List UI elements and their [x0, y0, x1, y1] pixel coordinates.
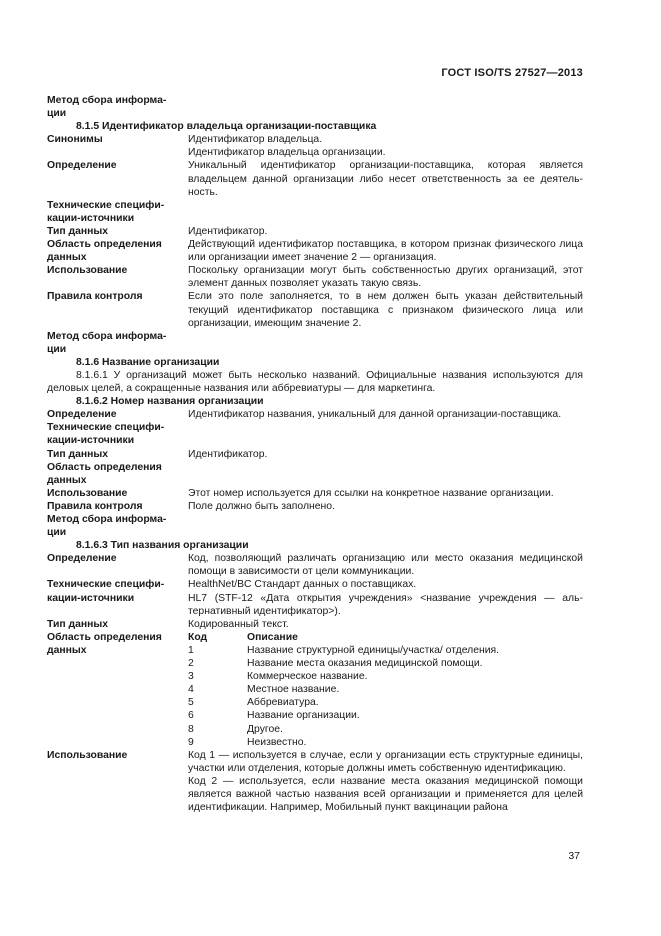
field-row — [47, 408, 583, 421]
code-value: 3 — [188, 671, 194, 683]
code-description: Местное название. — [247, 684, 340, 696]
field-value — [188, 264, 583, 290]
code-description: Название места оказания медицинской помощи. — [247, 658, 483, 670]
field-label: Тип данных — [47, 618, 109, 630]
field-value — [188, 749, 583, 814]
code-row — [188, 670, 583, 683]
page-number: 37 — [568, 850, 580, 862]
field-value-line: Действующий идентификатор поставщика, в котором признак физического лица или организации имеет значение 2 — организация. — [188, 239, 583, 264]
field-value-line: Идентификатор владельца организации. — [188, 147, 386, 159]
field-label: Использование — [47, 749, 128, 761]
field-label: Технические специфи- кации-источники — [47, 422, 165, 447]
section-heading: 8.1.5 Идентификатор владельца организации-поставщика — [76, 121, 377, 133]
code-value: 6 — [188, 710, 194, 722]
field-value-line: Код, позволяющий различать организацию или место оказания медицинской помощи в зависимости от цели коммуникации. — [188, 553, 583, 578]
field-label: Технические специфи- кации-источники — [47, 199, 165, 224]
field-value-line: Если это поле заполняется, то в нем должен быть указан действительный текущий идентификатор поставщика с признаком физического лица или организации, имеющим значение 2. — [188, 291, 583, 329]
field-value — [188, 238, 583, 264]
field-row — [47, 238, 583, 264]
code-row — [188, 657, 583, 670]
field-row — [47, 421, 583, 447]
field-value — [188, 461, 583, 487]
running-header: ГОСТ ISO/TS 27527—2013 — [441, 67, 583, 79]
field-value-line: Код 2 — используется, если название места оказания медицинской помощи является важной частью названия всей организации и применяется для целей идентификации. Например, Мобильный пункт вакцинации района — [188, 775, 583, 814]
field-value-line: Идентификатор. — [188, 448, 268, 460]
field-label: Метод сбора информа- ции — [47, 330, 167, 355]
field-label: Область определения данных — [47, 239, 162, 264]
field-label: Метод сбора информа- ции — [47, 514, 167, 539]
field-value — [188, 133, 583, 159]
description-column-header: Описание — [247, 631, 298, 643]
field-label: Правила контроля — [47, 291, 143, 303]
field-value — [188, 487, 583, 500]
field-value — [188, 552, 583, 578]
field-value-line: HL7 (STF-12 «Дата открытия учреждения» <название учреждения — альтернативный идентификатор>). — [188, 592, 583, 617]
field-label: Правила контроля — [47, 500, 143, 512]
field-label: Тип данных — [47, 225, 109, 237]
code-table — [188, 631, 583, 749]
field-value — [188, 448, 583, 461]
field-row — [47, 264, 583, 290]
field-value-line: Этот номер используется для ссылки на конкретное название организации. — [188, 487, 554, 499]
field-row — [47, 330, 583, 356]
field-value — [188, 513, 583, 539]
field-row — [47, 749, 583, 814]
field-value — [188, 421, 583, 447]
field-value-line: Уникальный идентификатор организации-поставщика, которая является владельцем данной организации либо несет ответственность за ее деятельность. — [188, 160, 583, 198]
code-row — [188, 683, 583, 696]
field-label: Тип данных — [47, 448, 109, 460]
section-heading: 8.1.6 Название организации — [76, 356, 220, 368]
field-row — [47, 448, 583, 461]
section-heading: 8.1.6.3 Тип названия организации — [76, 540, 249, 552]
field-row — [47, 199, 583, 225]
field-value — [188, 408, 583, 421]
code-value: 5 — [188, 697, 194, 709]
code-description: Коммерческое название. — [247, 671, 368, 683]
field-value — [188, 159, 583, 198]
code-value: 1 — [188, 644, 194, 656]
field-label: Синонимы — [47, 134, 103, 146]
field-row — [47, 487, 583, 500]
field-label: Использование — [47, 265, 128, 277]
field-value — [188, 618, 583, 631]
field-row — [47, 159, 583, 198]
field-value — [188, 500, 583, 513]
field-label: Определение — [47, 553, 117, 565]
field-label: Определение — [47, 160, 117, 172]
field-value-line: Кодированный текст. — [188, 618, 289, 630]
field-row — [47, 461, 583, 487]
code-row — [188, 696, 583, 709]
field-label: Область определения данных — [47, 461, 162, 486]
code-description: Название организации. — [247, 710, 360, 722]
code-description: Аббревиатура. — [247, 697, 319, 709]
field-value-line: Поскольку организации могут быть собственностью других организаций, этот элемент данных позволяет указать такую связь. — [188, 265, 583, 290]
code-row — [188, 709, 583, 722]
field-value — [188, 330, 583, 356]
code-table-header — [188, 631, 583, 644]
code-value: 4 — [188, 684, 194, 696]
field-row — [47, 618, 583, 631]
field-row — [47, 631, 583, 749]
field-value-line: HealthNet/BC Стандарт данных о поставщиках. — [188, 579, 417, 591]
field-row — [47, 578, 583, 617]
field-label: Область определения данных — [47, 631, 162, 656]
field-row — [47, 290, 583, 329]
code-description: Название структурной единицы/участка/ отделения. — [247, 644, 500, 656]
field-row — [47, 500, 583, 513]
code-row — [188, 723, 583, 736]
field-value-line: Идентификатор. — [188, 225, 268, 237]
field-label: Определение — [47, 409, 117, 421]
document-body — [47, 94, 583, 814]
field-label: Технические специфи- кации-источники — [47, 579, 165, 604]
code-row — [188, 644, 583, 657]
code-value: 9 — [188, 736, 194, 748]
code-value: 8 — [188, 723, 194, 735]
code-row — [188, 736, 583, 749]
field-value — [188, 94, 583, 120]
field-row — [47, 552, 583, 578]
field-row — [47, 225, 583, 238]
field-value-line: Идентификатор владельца. — [188, 134, 323, 146]
field-value — [188, 199, 583, 225]
code-description: Другое. — [247, 723, 283, 735]
field-row — [47, 94, 583, 120]
field-row — [47, 513, 583, 539]
code-column-header: Код — [188, 631, 208, 643]
code-value: 2 — [188, 658, 194, 670]
field-label: Метод сбора информа- ции — [47, 95, 167, 120]
field-value-line: Поле должно быть заполнено. — [188, 500, 335, 512]
code-description: Неизвестно. — [247, 736, 307, 748]
field-value — [188, 578, 583, 617]
paragraph: 8.1.6.1 У организаций может быть несколько названий. Официальные названия используются для деловых целей, а сокращенные названия или аббревиатуры — для маркетинга. — [47, 369, 583, 395]
field-value — [188, 225, 583, 238]
field-row — [47, 133, 583, 159]
field-value-line: Идентификатор названия, уникальный для данной организации-поставщика. — [188, 409, 562, 421]
field-value — [188, 290, 583, 329]
section-heading: 8.1.6.2 Номер названия организации — [76, 396, 264, 408]
field-label: Использование — [47, 487, 128, 499]
field-value-line: Код 1 — используется в случае, если у организации есть структурные единицы, участки или отделения, которые должны иметь собственную идентификацию. — [188, 749, 583, 774]
